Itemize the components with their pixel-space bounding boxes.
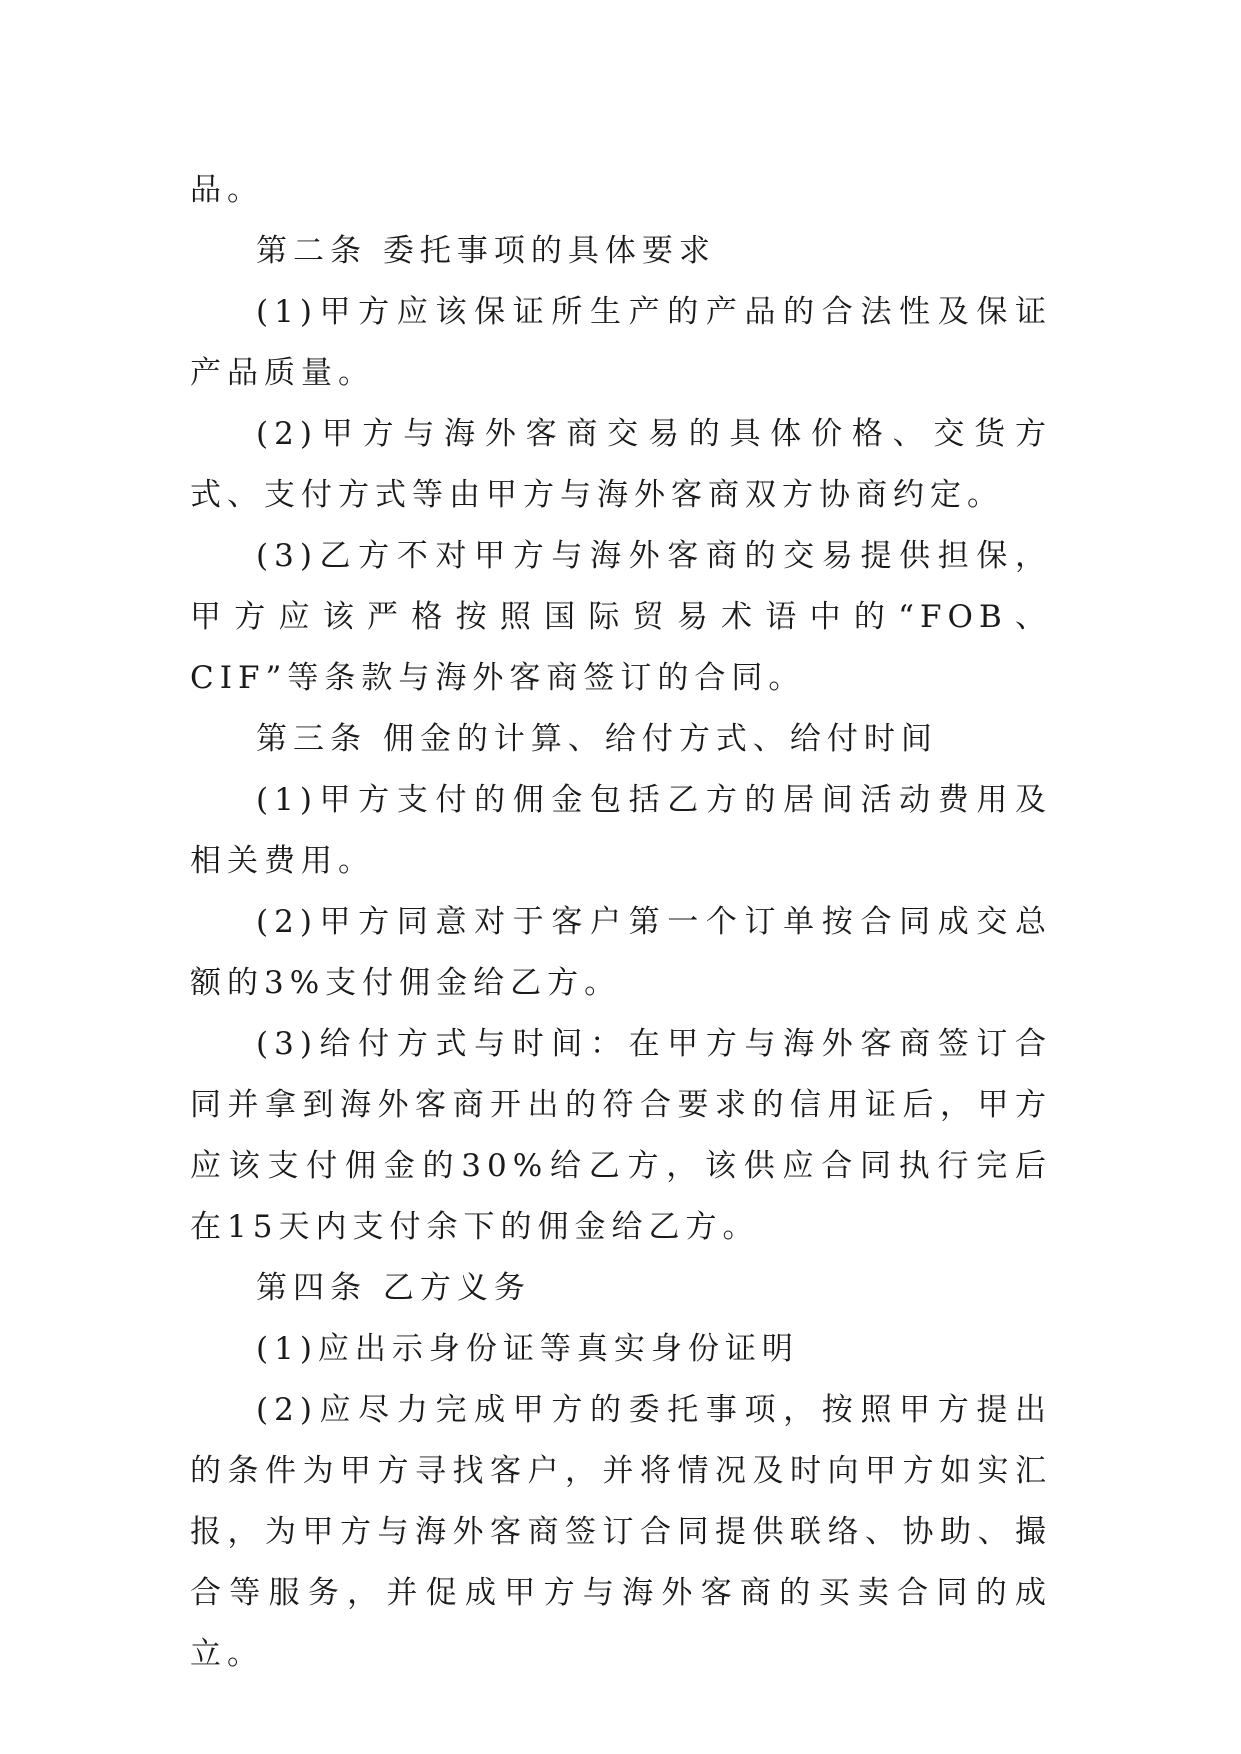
- clause-3-2: (2)甲方同意对于客户第一个订单按合同成交总额的3%支付佣金给乙方。: [190, 904, 1052, 1001]
- article-heading-3: 第三条 佣金的计算、给付方式、给付时间: [256, 721, 938, 757]
- clause-2-1: (1)甲方应该保证所生产的产品的合法性及保证产品质量。: [190, 294, 1052, 391]
- clause-4-2: (2)应尽力完成甲方的委托事项，按照甲方提出的条件为甲方寻找客户，并将情况及时向甲方如实汇报，为甲方与海外客商签订合同提供联络、协助、撮合等服务，并促成甲方与海外客商的买卖合同的成立。: [190, 1392, 1052, 1672]
- clause-2-2: (2)甲方与海外客商交易的具体价格、交货方式、支付方式等由甲方与海外客商双方协商约定。: [190, 416, 1052, 513]
- clause-4-1: (1)应出示身份证等真实身份证明: [256, 1331, 799, 1367]
- article-heading-2: 第二条 委托事项的具体要求: [256, 233, 716, 269]
- clause-3-1: (1)甲方支付的佣金包括乙方的居间活动费用及相关费用。: [190, 782, 1052, 879]
- paragraph-continuation: 品。: [190, 172, 264, 208]
- article-heading-4: 第四条 乙方义务: [256, 1270, 531, 1306]
- clause-2-3: (3)乙方不对甲方与海外客商的交易提供担保，甲方应该严格按照国际贸易术语中的“FOB、CIF”等条款与海外客商签订的合同。: [190, 538, 1052, 696]
- document-body: [190, 160, 1052, 1685]
- clause-3-3: (3)给付方式与时间：在甲方与海外客商签订合同并拿到海外客商开出的符合要求的信用证后，甲方应该支付佣金的30%给乙方，该供应合同执行完后在15天内支付余下的佣金给乙方。: [190, 1026, 1052, 1245]
